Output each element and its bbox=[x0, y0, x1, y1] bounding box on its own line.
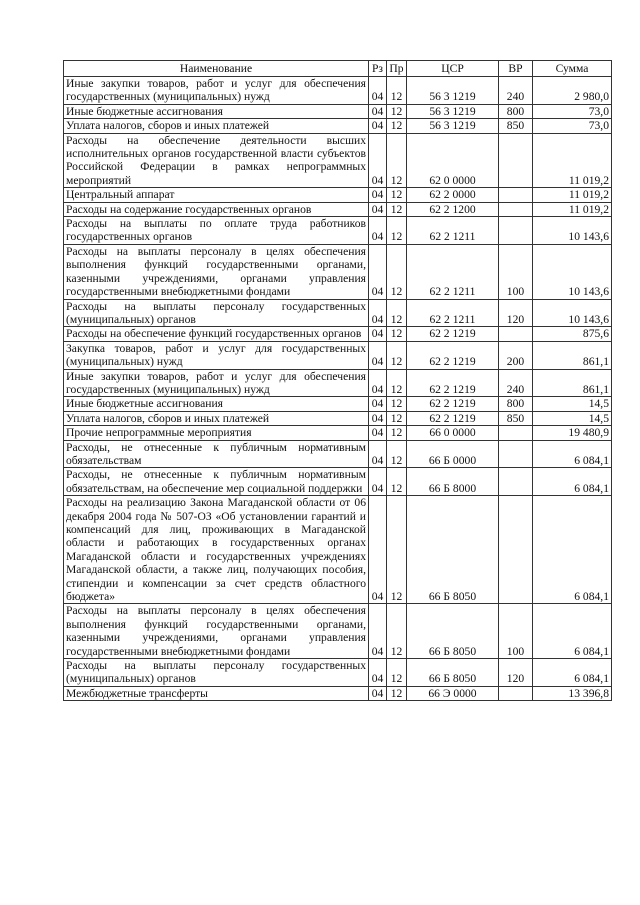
cell-pr: 12 bbox=[387, 244, 407, 299]
table-row bbox=[64, 202, 612, 216]
cell-name: Прочие непрограммные мероприятия bbox=[64, 426, 369, 440]
cell-name: Иные закупки товаров, работ и услуг для обеспечения государственных (муниципальных) нужд bbox=[64, 77, 369, 105]
cell-csr: 66 Б 0000 bbox=[407, 440, 499, 468]
cell-name: Расходы на выплаты персоналу государственных (муниципальных) органов bbox=[64, 659, 369, 687]
cell-pr: 12 bbox=[387, 496, 407, 604]
cell-pr: 12 bbox=[387, 468, 407, 496]
cell-sum: 14,5 bbox=[533, 411, 612, 425]
cell-pr: 12 bbox=[387, 77, 407, 105]
header-sum: Сумма bbox=[533, 61, 612, 77]
table-row bbox=[64, 659, 612, 687]
cell-vr: 100 bbox=[499, 244, 533, 299]
header-rz: Рз bbox=[369, 61, 387, 77]
cell-pr: 12 bbox=[387, 397, 407, 411]
cell-csr: 62 2 1211 bbox=[407, 217, 499, 245]
cell-sum: 14,5 bbox=[533, 397, 612, 411]
cell-name: Иные бюджетные ассигнования bbox=[64, 104, 369, 118]
table-row bbox=[64, 188, 612, 202]
cell-csr: 56 3 1219 bbox=[407, 77, 499, 105]
budget-table bbox=[63, 60, 612, 701]
cell-sum: 73,0 bbox=[533, 104, 612, 118]
cell-rz: 04 bbox=[369, 369, 387, 397]
cell-name: Иные бюджетные ассигнования bbox=[64, 397, 369, 411]
cell-sum: 11 019,2 bbox=[533, 133, 612, 188]
cell-name: Уплата налогов, сборов и иных платежей bbox=[64, 119, 369, 133]
cell-rz: 04 bbox=[369, 327, 387, 341]
cell-rz: 04 bbox=[369, 188, 387, 202]
table-row bbox=[64, 341, 612, 369]
table-row bbox=[64, 411, 612, 425]
cell-pr: 12 bbox=[387, 104, 407, 118]
cell-vr bbox=[499, 133, 533, 188]
cell-pr: 12 bbox=[387, 369, 407, 397]
cell-vr: 240 bbox=[499, 77, 533, 105]
cell-rz: 04 bbox=[369, 104, 387, 118]
table-row bbox=[64, 119, 612, 133]
cell-rz: 04 bbox=[369, 244, 387, 299]
cell-pr: 12 bbox=[387, 659, 407, 687]
cell-sum: 13 396,8 bbox=[533, 686, 612, 700]
cell-name: Уплата налогов, сборов и иных платежей bbox=[64, 411, 369, 425]
cell-sum: 10 143,6 bbox=[533, 244, 612, 299]
table-row bbox=[64, 299, 612, 327]
cell-sum: 861,1 bbox=[533, 341, 612, 369]
table-row bbox=[64, 468, 612, 496]
cell-csr: 62 2 1219 bbox=[407, 411, 499, 425]
cell-name: Расходы на содержание государственных органов bbox=[64, 202, 369, 216]
cell-vr bbox=[499, 496, 533, 604]
table-row bbox=[64, 369, 612, 397]
cell-sum: 11 019,2 bbox=[533, 188, 612, 202]
cell-pr: 12 bbox=[387, 119, 407, 133]
table-row bbox=[64, 604, 612, 659]
cell-name: Расходы, не отнесенные к публичным нормативным обязательствам bbox=[64, 440, 369, 468]
cell-rz: 04 bbox=[369, 341, 387, 369]
header-name: Наименование bbox=[64, 61, 369, 77]
cell-rz: 04 bbox=[369, 299, 387, 327]
cell-pr: 12 bbox=[387, 133, 407, 188]
cell-vr bbox=[499, 686, 533, 700]
cell-vr bbox=[499, 217, 533, 245]
cell-rz: 04 bbox=[369, 397, 387, 411]
cell-sum: 73,0 bbox=[533, 119, 612, 133]
cell-csr: 66 Б 8000 bbox=[407, 468, 499, 496]
cell-pr: 12 bbox=[387, 188, 407, 202]
header-vr: ВР bbox=[499, 61, 533, 77]
cell-csr: 66 Б 8050 bbox=[407, 659, 499, 687]
cell-sum: 875,6 bbox=[533, 327, 612, 341]
cell-rz: 04 bbox=[369, 426, 387, 440]
table-row bbox=[64, 217, 612, 245]
cell-vr bbox=[499, 440, 533, 468]
table-row bbox=[64, 133, 612, 188]
header-pr: Пр bbox=[387, 61, 407, 77]
cell-csr: 62 2 1219 bbox=[407, 397, 499, 411]
cell-sum: 6 084,1 bbox=[533, 440, 612, 468]
cell-csr: 66 Б 8050 bbox=[407, 604, 499, 659]
cell-name: Центральный аппарат bbox=[64, 188, 369, 202]
cell-vr: 100 bbox=[499, 604, 533, 659]
cell-vr: 240 bbox=[499, 369, 533, 397]
cell-csr: 66 0 0000 bbox=[407, 426, 499, 440]
cell-pr: 12 bbox=[387, 604, 407, 659]
cell-name: Расходы на обеспечение деятельности высших исполнительных органов государственной власти субъектов Российской Федерации в рамках непрограммных мероприятий bbox=[64, 133, 369, 188]
cell-rz: 04 bbox=[369, 440, 387, 468]
cell-vr bbox=[499, 202, 533, 216]
cell-name: Закупка товаров, работ и услуг для государственных (муниципальных) нужд bbox=[64, 341, 369, 369]
cell-name: Расходы на выплаты персоналу государственных (муниципальных) органов bbox=[64, 299, 369, 327]
cell-csr: 56 3 1219 bbox=[407, 119, 499, 133]
cell-name: Расходы на выплаты по оплате труда работников государственных органов bbox=[64, 217, 369, 245]
cell-vr bbox=[499, 426, 533, 440]
cell-name: Расходы, не отнесенные к публичным нормативным обязательствам, на обеспечение мер социальной поддержки bbox=[64, 468, 369, 496]
cell-csr: 66 Э 0000 bbox=[407, 686, 499, 700]
cell-csr: 56 3 1219 bbox=[407, 104, 499, 118]
cell-sum: 861,1 bbox=[533, 369, 612, 397]
cell-vr: 850 bbox=[499, 119, 533, 133]
cell-rz: 04 bbox=[369, 217, 387, 245]
cell-rz: 04 bbox=[369, 77, 387, 105]
cell-name: Межбюджетные трансферты bbox=[64, 686, 369, 700]
cell-csr: 62 2 1219 bbox=[407, 369, 499, 397]
cell-pr: 12 bbox=[387, 217, 407, 245]
cell-vr: 120 bbox=[499, 659, 533, 687]
cell-rz: 04 bbox=[369, 659, 387, 687]
table-row bbox=[64, 496, 612, 604]
cell-name: Расходы на обеспечение функций государственных органов bbox=[64, 327, 369, 341]
cell-rz: 04 bbox=[369, 411, 387, 425]
cell-rz: 04 bbox=[369, 119, 387, 133]
cell-sum: 6 084,1 bbox=[533, 604, 612, 659]
cell-vr bbox=[499, 327, 533, 341]
cell-name: Расходы на выплаты персоналу в целях обеспечения выполнения функций государственными органами, казенными учреждениями, органами управления государственными внебюджетными фондами bbox=[64, 244, 369, 299]
cell-rz: 04 bbox=[369, 202, 387, 216]
cell-pr: 12 bbox=[387, 686, 407, 700]
cell-sum: 10 143,6 bbox=[533, 299, 612, 327]
cell-csr: 62 2 1211 bbox=[407, 299, 499, 327]
cell-vr: 800 bbox=[499, 104, 533, 118]
cell-vr: 200 bbox=[499, 341, 533, 369]
table-row bbox=[64, 77, 612, 105]
cell-pr: 12 bbox=[387, 299, 407, 327]
cell-csr: 62 2 1219 bbox=[407, 327, 499, 341]
cell-rz: 04 bbox=[369, 496, 387, 604]
cell-sum: 6 084,1 bbox=[533, 659, 612, 687]
cell-rz: 04 bbox=[369, 686, 387, 700]
cell-vr: 850 bbox=[499, 411, 533, 425]
table-header-row bbox=[64, 61, 612, 77]
cell-sum: 11 019,2 bbox=[533, 202, 612, 216]
cell-csr: 62 0 0000 bbox=[407, 133, 499, 188]
cell-csr: 66 Б 8050 bbox=[407, 496, 499, 604]
table-row bbox=[64, 104, 612, 118]
cell-csr: 62 2 0000 bbox=[407, 188, 499, 202]
cell-pr: 12 bbox=[387, 440, 407, 468]
cell-rz: 04 bbox=[369, 604, 387, 659]
cell-vr bbox=[499, 188, 533, 202]
cell-pr: 12 bbox=[387, 341, 407, 369]
header-csr: ЦСР bbox=[407, 61, 499, 77]
cell-sum: 2 980,0 bbox=[533, 77, 612, 105]
cell-csr: 62 2 1219 bbox=[407, 341, 499, 369]
cell-pr: 12 bbox=[387, 327, 407, 341]
cell-sum: 6 084,1 bbox=[533, 496, 612, 604]
table-row bbox=[64, 397, 612, 411]
table-row bbox=[64, 327, 612, 341]
cell-name: Иные закупки товаров, работ и услуг для обеспечения государственных (муниципальных) нужд bbox=[64, 369, 369, 397]
cell-csr: 62 2 1211 bbox=[407, 244, 499, 299]
cell-vr: 120 bbox=[499, 299, 533, 327]
table-row bbox=[64, 426, 612, 440]
cell-rz: 04 bbox=[369, 133, 387, 188]
cell-pr: 12 bbox=[387, 202, 407, 216]
cell-pr: 12 bbox=[387, 411, 407, 425]
cell-vr bbox=[499, 468, 533, 496]
cell-rz: 04 bbox=[369, 468, 387, 496]
table-row bbox=[64, 244, 612, 299]
cell-name: Расходы на выплаты персоналу в целях обеспечения выполнения функций государственными органами, казенными учреждениями, органами управления государственными внебюджетными фондами bbox=[64, 604, 369, 659]
table-row bbox=[64, 440, 612, 468]
cell-sum: 6 084,1 bbox=[533, 468, 612, 496]
cell-sum: 10 143,6 bbox=[533, 217, 612, 245]
cell-pr: 12 bbox=[387, 426, 407, 440]
cell-sum: 19 480,9 bbox=[533, 426, 612, 440]
table-row bbox=[64, 686, 612, 700]
cell-vr: 800 bbox=[499, 397, 533, 411]
cell-name: Расходы на реализацию Закона Магаданской области от 06 декабря 2004 года № 507-ОЗ «Об установлении гарантий и компенсаций для лиц, проживающих в Магаданской области и работающих в государственных органах Магаданской области и государственных учреждениях Магаданской области, а также лиц, получающих пособия, стипендии и компенсации за счет средств областного бюджета» bbox=[64, 496, 369, 604]
cell-csr: 62 2 1200 bbox=[407, 202, 499, 216]
